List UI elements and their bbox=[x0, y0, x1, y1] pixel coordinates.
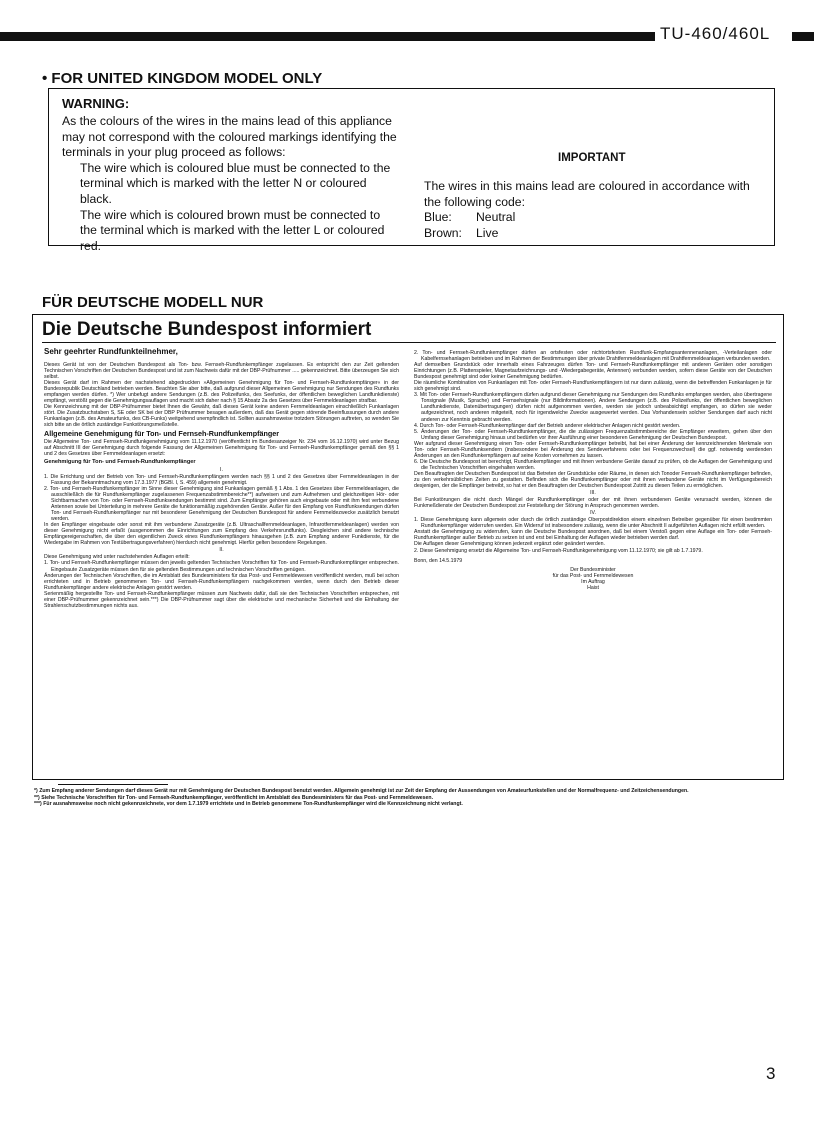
footnote-rule bbox=[58, 784, 168, 785]
de-ii2: 2. Ton- und Fernseh-Rundfunkempfänger dürfen an ortsfesten oder nichtortsfesten Rundfunk-Empfangsantennenanlagen, -Verteilanlagen oder Kabelfernsehanlagen betrieben und im Rahmen der Bestimmungen über private Drahtfernmeldeanlagen mit Drahtfernmeldeanlagen verbunden werden. bbox=[414, 350, 772, 363]
de-intro-2: Dieses Gerät darf im Rahmen der nachstehend abgedruckten »Allgemeinen Genehmigung für Ton- und Fernseh-Rundfunkempfänger« in der Bundesrepublik Deutschland betrieben werden. Beachten Sie aber bitte, daß aufgrund dieser Allgemeinen Genehmigung nur Sendungen des Rundfunks empfangen werden dürfen. *) Wer unbefugt andere Sendungen (z.B. des Polizeifunks, des Seefunks, der öffentlichen beweglichen Landfunkdienste) empfängt, verstößt gegen die Genehmigungsauflagen und macht sich daher nach § 15 Absatz 2a des Gesetzes über Fernmeldeanlagen strafbar. bbox=[44, 380, 399, 405]
de-ii1: 1. Ton- und Fernseh-Rundfunkempfänger müssen den jeweils geltenden Technischen Vorschriften für Ton- und Fernseh-Rundfunkempfänger entsprechen. Eingebaute Zusatzgeräte müssen den für sie geltenden Bestimmungen und technischen Vorschriften genügen. bbox=[44, 560, 399, 573]
de-heading-rule bbox=[42, 342, 776, 343]
de-iv1b: Anstatt die Genehmigung zu widerrufen, kann die Deutsche Bundespost anordnen, daß bei einem Verstoß gegen eine Auflage ein Ton- oder Fernseh-Rundfunkempfänger außer Betrieb zu setzen ist und erst bei Einhaltung der Auflagen wieder betrieben werden darf. bbox=[414, 529, 772, 542]
important-text bbox=[424, 179, 769, 241]
de-general-text: Die Allgemeine Ton- und Fernseh-Rundfunkgenehmigung vom 11.12.1970 (veröffentlicht im Bundesanzeiger Nr. 234 vom 16.12.1970) wird unter Bezug auf Abschnitt III der Genehmigung durch folgende Fassung der Allgemeinen Genehmigung für Ton- und Fernseh-Rundfunkempfänger gemäß den §§ 1 und 2 des Gesetzes über Fernmeldeanlagen ersetzt: bbox=[44, 438, 399, 457]
de-iv1c: Die Auflagen dieser Genehmigung können jederzeit ergänzt oder geändert werden. bbox=[414, 541, 605, 548]
de-ii4: 4. Durch Ton- oder Fernseh-Rundfunkempfänger darf der Betrieb anderer elektrischer Anlagen nicht gestört werden. bbox=[414, 422, 681, 429]
uk-section-title: • FOR UNITED KINGDOM MODEL ONLY bbox=[42, 70, 323, 87]
footnotes bbox=[34, 788, 774, 808]
de-section-title: FÜR DEUTSCHE MODELL NUR bbox=[42, 294, 264, 311]
roman-4: IV. bbox=[590, 510, 596, 517]
de-ii6: 6. Die Deutsche Bundespost ist berechtigt, Rundfunkempfänger und mit ihnen verbundene Geräte darauf zu prüfen, ob die Auflagen der Genehmigung und die Technischen Vorschriften eingehalten werden. bbox=[414, 458, 772, 471]
de-heading: Die Deutsche Bundespost informiert bbox=[42, 319, 372, 340]
model-number: TU-460/460L bbox=[660, 24, 771, 43]
de-ii6b: Den Beauftragten der Deutschen Bundespost ist das Betreten der Grundstücke oder Räume, in denen sich Tonoder Fernseh-Rundfunkempfänger befinden, zu den verkehrsüblichen Zeiten zu gestatten. Befinden sich die Rundfunkempfänger oder mit ihnen verbundene Geräte nicht im Verfügungsbereich desjenigen, der die Empfänger betreibt, so hat er den Beauftragten der Deutschen Bundespost Zutritt zu diesen Teilen zu ermöglichen. bbox=[414, 470, 772, 490]
important-intro: The wires in this mains lead are coloured in accordance with the following code: bbox=[424, 179, 750, 209]
important-title: IMPORTANT bbox=[558, 152, 626, 164]
de-i2: 2. Ton- und Fernseh-Rundfunkempfänger im Sinne dieser Genehmigung sind Funkanlagen gemäß § 1 Abs. 1 des Gesetzes über Fernmeldeanlagen, die ausschließlich die für Rundfunkempfänger zugelassenen Frequenzabstimmbereiche**) aufweisen und zum Aufnehmen und gleichzeitigen Hör- oder Sichtbarmachen von Ton- oder Fernseh-Rundfunksendungen bestimmt sind. Zum Empfänger gehören auch eingebaute oder mit ihm fest verbundene Antennen sowie bei Unterteilung in mehrere Geräte die funktionsmäßig zugehörenden Geräte. Außer für den Empfang von Rundfunksendungen dürfen Ton- und Fernseh-Rundfunkempfänger nur mit besonderer Genehmigung der Deutschen Bundespost für andere Fernmeldezwecke zusätzlich benutzt werden. bbox=[44, 485, 399, 523]
warning-title: WARNING: bbox=[62, 96, 130, 111]
de-i1: 1. Die Errichtung und der Betrieb von Ton- und Fernseh-Rundfunkempfängern werden nach §§ 1 und 2 des Gesetzes über Fernmeldeanlagen in der Fassung der Bekanntmachung vom 17.3.1977 (BGBl. I, S. 459) allgemein genehmigt. bbox=[44, 473, 399, 486]
de-intro-1: Dieses Gerät ist von der Deutschen Bundespost als Ton- bzw. Fernseh-Rundfunkempfänger zugelassen. Es entspricht den zur Zeit geltenden Technischen Vorschriften der Deutschen Bundespost und ist zum Nachweis dafür mit der DBP-Prüfnummer ..... gekennzeichnet. Bitte überzeugen Sie sich selbst. bbox=[44, 362, 399, 381]
de-salutation: Sehr geehrter Rundfunkteilnehmer, bbox=[44, 347, 178, 356]
roman-1: I. bbox=[220, 466, 223, 473]
de-sub-title: Genehmigung für Ton- und Fernseh-Rundfunkempfänger bbox=[44, 458, 196, 465]
de-ii2c: Die räumliche Kombination von Funkanlagen mit Ton- oder Fernseh-Rundfunkempfängern ist nur dann zulässig, wenn die betreffenden Funkanlagen je für sich genehmigt sind. bbox=[414, 380, 772, 393]
warning-text bbox=[62, 114, 397, 254]
de-ii-intro: Diese Genehmigung wird unter nachstehenden Auflagen erteilt: bbox=[44, 554, 190, 561]
page-number: 3 bbox=[766, 1064, 776, 1083]
de-column-right bbox=[414, 350, 772, 774]
sign-line: Im Auftrag bbox=[581, 578, 605, 585]
code-row-brown bbox=[424, 226, 769, 242]
de-ii1b: Änderungen der Technischen Vorschriften, die im Amtsblatt des Bundesministers für das Post- und Fernmeldewesen veröffentlicht werden, muß bei schon errichteten und in Betrieb genommenen Ton- und Fernseh-Rundfunkempfängern nachgekommen werden, wenn durch den Betrieb dieser Rundfunkempfänger andere elektrische Anlagen gestört werden. bbox=[44, 572, 399, 591]
warning-blue: The wire which is coloured blue must be connected to the terminal which is marked with the letter N or coloured black. bbox=[80, 160, 391, 206]
de-intro-3: Die Kennzeichnung mit der DBP-Prüfnummer bietet Ihnen die Gewähr, daß dieses Gerät keine anderen Fernmeldeanlagen einschließlich Funkanlagen stört. Die Zusatzbuchstaben S, SE oder SK bei der DBP Prüfnummer besagen außerdem, daß das Gerät gegen störende Beeinflussungen durch andere Funkanlagen (z.B. des Amateurfunks, des CB-Funks) weitgehend unempfindlich ist. Sollten ausnahmsweise trotzdem Störungen auftreten, so wenden Sie sich bitte an die örtlich zuständige Funkstörungsmeßstelle. bbox=[44, 404, 399, 429]
de-iv2: 2. Diese Genehmigung ersetzt die Allgemeine Ton- und Fernseh-Rundfunkgenehmigung vom 11.12.1970; sie gilt ab 1.7.1979. bbox=[414, 547, 703, 554]
de-iii-text: Bei Funkstörungen die nicht durch Mängel der Rundfunkempfänger oder der mit ihnen verbundenen Geräte verursacht werden, können die Funkmeßdienste der Deutschen Bundespost zur Feststellung der Störung in Anspruch genommen werden. bbox=[414, 497, 772, 510]
sign-line: Der Bundesminister bbox=[570, 566, 616, 573]
signature-block bbox=[414, 567, 772, 591]
de-date: Bonn, den 14.5.1979 bbox=[414, 557, 463, 564]
de-ii3: 3. Mit Ton- oder Fernseh-Rundfunkempfängern dürfen aufgrund dieser Genehmigung nur Sendungen des Rundfunks empfangen werden, also übertragene Tonsignale (Musik, Sprache) und Fernsehsignale (nur Bildinformationen). Andere Sendungen (z.B. des Polizeifunks, der öffentlichen beweglichen Landfunkdienste, Datenübertragungen) dürfen nicht aufgenommen werden, werden sie jedoch unbeabsichtigt empfangen, so dürfen sie weder aufgezeichnet, noch anderen mitgeteilt, noch für irgendwelche Zwecke ausgewertet werden. Das Vorhandensein solcher Sendungen darf auch nicht anderen zur Kenntnis gebracht werden. bbox=[414, 392, 772, 423]
de-ii5: 5. Änderungen der Ton- oder Fernseh-Rundfunkempfänger, die die zulässigen Frequenzabstimmbereiche der Empfänger erweitern, gehen über den Umfang dieser Genehmigung hinaus und bedürfen vor ihrer Ausführung einer besonderen Genehmigung der Deutschen Bundespost. bbox=[414, 428, 772, 441]
roman-3: III. bbox=[590, 490, 596, 497]
roman-2: II. bbox=[219, 547, 224, 554]
de-ii2b: Auf demselben Grundstück oder innerhalb eines Fahrzeuges dürfen Ton- und Fernseh-Rundfunkempfänger mit anderen Geräten oder sonstigen Einrichtungen (z.B. Plattenspieler, Magnetaufzeichnungs- und -Wiedergabegeräte, Antennen) verbunden werden, sofern diese Geräte von der Deutschen Bundespost genehmigt sind oder keiner Genehmigung bedürfen. bbox=[414, 362, 772, 381]
footnote-1: *) Zum Empfang anderer Sendungen darf dieses Gerät nur mit Genehmigung der Deutschen Bundespost benutzt werden. Allgemein genehmigt ist zur Zeit der Empfang der Aussendungen von Amateurfunkstellen und der Normalfrequenz- und Zeitzeichensendungen. bbox=[34, 788, 689, 794]
de-ii1c: Serienmäßig hergestellte Ton- und Fernseh-Rundfunkempfänger müssen zum Nachweis dafür, daß sie den Technischen Vorschriften entsprechen, mit einer DBP-Prüfnummer gekennzeichnet sein.***) Die DBP-Prüfnummer sagt über die elektrische und mechanische Sicherheit und die Einhaltung der Strahlenschutzbestimmungen nichts aus. bbox=[44, 590, 399, 609]
de-iv1: 1. Diese Genehmigung kann allgemein oder durch die örtlich zuständige Oberpostdirektion einem einzelnen Betreiber gegenüber für einen bestimmten Rundfunkempfänger widerrufen werden. Ein Widerruf ist insbesondere zulässig, wenn die unter Abschnitt II aufgeführten Auflagen nicht erfüllt werden. bbox=[414, 517, 772, 530]
de-i2b: In den Empfänger eingebaute oder sonst mit ihm verbundene Zusatzgeräte (z.B. Ultraschallfernmeldeanlagen, Infrarotfernmeldeanlagen) werden von dieser Genehmigung nicht erfaßt (ausgenommen die Einrichtungen zum Empfang des Verkehrsrundfunks). Desgleichen sind andere technische Empfängereigenschaften, die über den eigentlichen Zweck eines Rundfunkempfängers hinausgehen (z.B. zum Empfang anderer Funkdienste, für die Wiedergabe im Rahmen von Textübertragungsverfahren) hierdurch nicht genehmigt. Hierfür gelten besondere Regelungen. bbox=[44, 522, 399, 547]
sign-line: Haist bbox=[587, 584, 599, 591]
sign-line: für das Post- und Fernmeldewesen bbox=[552, 572, 634, 579]
header-bar bbox=[0, 32, 655, 41]
header-bar-end bbox=[792, 32, 814, 41]
code-color: Brown: bbox=[424, 225, 462, 240]
footnote-2: **) Siehe Technische Vorschriften für Ton- und Fernseh-Rundfunkempfänger, veröffentlicht im Amtsblatt des Bundesministers für das Post- und Fernmeldewesen. bbox=[34, 794, 434, 801]
de-general-title: Allgemeine Genehmigung für Ton- und Fernseh-Rundfunkempfänger bbox=[44, 428, 280, 438]
de-column-left bbox=[44, 362, 399, 774]
code-meaning: Neutral bbox=[476, 210, 516, 225]
warning-intro: As the colours of the wires in the mains lead of this appliance may not correspond with the coloured markings identifying the terminals in your plug proceed as follows: bbox=[62, 114, 397, 160]
code-color: Blue: bbox=[424, 210, 452, 225]
de-ii5b: Wer aufgrund dieser Genehmigung einen Ton- oder Fernseh-Rundfunkempfänger betreibt, hat bei einer Änderung der kennzeichnenden Merkmale von Ton- oder Fernseh-Rundfunksendern (insbesondere bei Änderung des Sendeverfahrens oder bei Frequenzwechsel) die ggf. notwendig werdenden Änderungen an den Rundfunkempfängern auf seine Kosten vornehmen zu lassen. bbox=[414, 440, 772, 459]
code-row-blue bbox=[424, 210, 769, 226]
warning-brown: The wire which is coloured brown must be connected to the terminal which is marked with the letter L or coloured red. bbox=[80, 207, 385, 253]
footnote-3: ***) Für ausnahmsweise noch nicht gekennzeichnete, vor dem 1.7.1979 errichtete und in Betrieb genommene Ton-Rundfunkempfänger wird die Kennzeichnung nicht verlangt. bbox=[34, 801, 463, 808]
code-meaning: Live bbox=[476, 225, 499, 240]
